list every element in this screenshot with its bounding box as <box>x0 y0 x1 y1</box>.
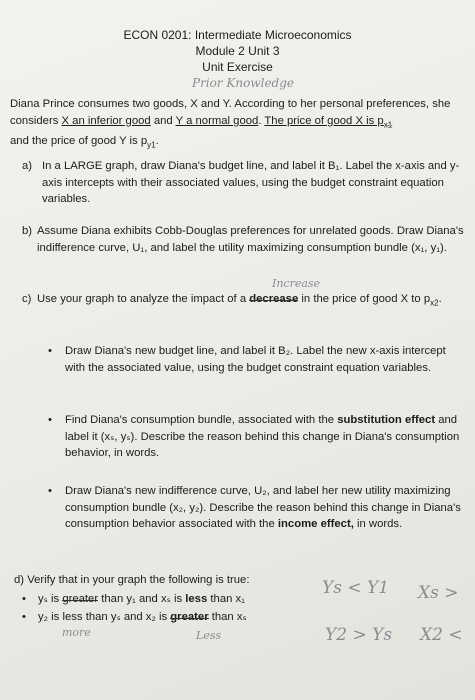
question-d: d) Verify that in your graph the following is true: <box>14 574 250 586</box>
question-d-text: Verify that in your graph the following is true: <box>27 574 250 586</box>
handwritten-increase: Increase <box>272 277 321 290</box>
handwritten-less: Less <box>196 629 222 642</box>
inferior-good-text: X an inferior good <box>61 114 151 127</box>
bullet-new-budget-line: • Draw Diana's new budget line, and label it B₂. Label the new x-axis intercept with the associated value, using the budget constraint equation variables. <box>48 345 446 374</box>
verify-item-2: • y₂ is less than yₛ and x₂ is greater than xₛ <box>22 609 322 626</box>
handwritten-ys-lt-y1: Ys < Y1 <box>322 578 390 598</box>
bullet-income-effect: • Draw Diana's new indifference curve, U₂, and label her new utility maximizing consumption bundle (x₂, y₂). Describe the reason behind this change in Diana's consumption behavior associated with the income effect, in words. <box>48 485 461 530</box>
exercise-title: Unit Exercise <box>202 60 273 74</box>
handwritten-x2-lt: X2 < <box>420 625 463 645</box>
handwritten-more: more <box>62 626 91 639</box>
handwritten-y2-gt-ys: Y2 > Ys <box>325 625 393 645</box>
module-title: Module 2 Unit 3 <box>195 44 280 58</box>
bullet-substitution-effect: • Find Diana's consumption bundle, associated with the substitution effect and label it (xₛ, yₛ). Describe the reason behind this change in Diana's consumption behavior, in words. <box>48 414 460 459</box>
question-b-text: Assume Diana exhibits Cobb-Douglas preferences for unrelated goods. Draw Diana's indifference curve, U₁, and label the utility maximizing consumption bundle (x₁, y₁). <box>37 225 464 254</box>
question-a-text: In a LARGE graph, draw Diana's budget line, and label it B₁. Label the x-axis and y-axis intercepts with their associated values, using the budget constraint equation variables. <box>42 160 460 205</box>
question-c: c) Use your graph to analyze the impact of a decrease in the price of good X to $p_{x2}$. <box>22 291 467 312</box>
bullet-dot: • <box>48 345 52 357</box>
question-a: a) In a LARGE graph, draw Diana's budget line, and label it B₁. Label the x-axis and y-axis intercepts with their associated values, using the budget constraint equation variables. <box>22 158 462 208</box>
question-c-text: Use your graph to analyze the impact of a decrease in the price of good X to $p_{x2}$. <box>37 293 442 308</box>
question-b: b) Assume Diana exhibits Cobb-Douglas preferences for unrelated goods. Draw Diana's indifference curve, U₁, and label the utility maximizing consumption bundle (x₁, y₁). <box>22 223 467 256</box>
verify-item-1: • yₛ is greater than y₁ and xₛ is less than x₁ <box>22 591 322 608</box>
price-x-text: The price of good X is $p_{x1}$ <box>264 114 393 129</box>
document-header <box>0 27 475 75</box>
handwritten-prior-knowledge: Prior Knowledge <box>192 76 295 90</box>
bullet-dot: • <box>48 414 52 426</box>
intro-paragraph: Diana Prince consumes two goods, X and Y. According to her personal preferences, she considers X an inferior good and Y a normal good. The price of good X is $p_{x1}$ and the price of good Y is $p_{y1}$. <box>10 98 451 150</box>
struck-decrease-word: decrease <box>249 291 298 308</box>
normal-good-text: Y a normal good <box>175 114 259 127</box>
bullet-dot: • <box>48 485 52 497</box>
struck-greater-word-2: greater <box>170 609 208 626</box>
struck-greater-word: greater <box>62 591 98 608</box>
course-title: ECON 0201: Intermediate Microeconomics <box>123 28 352 42</box>
handwritten-xs-gt: Xs > <box>418 583 459 603</box>
